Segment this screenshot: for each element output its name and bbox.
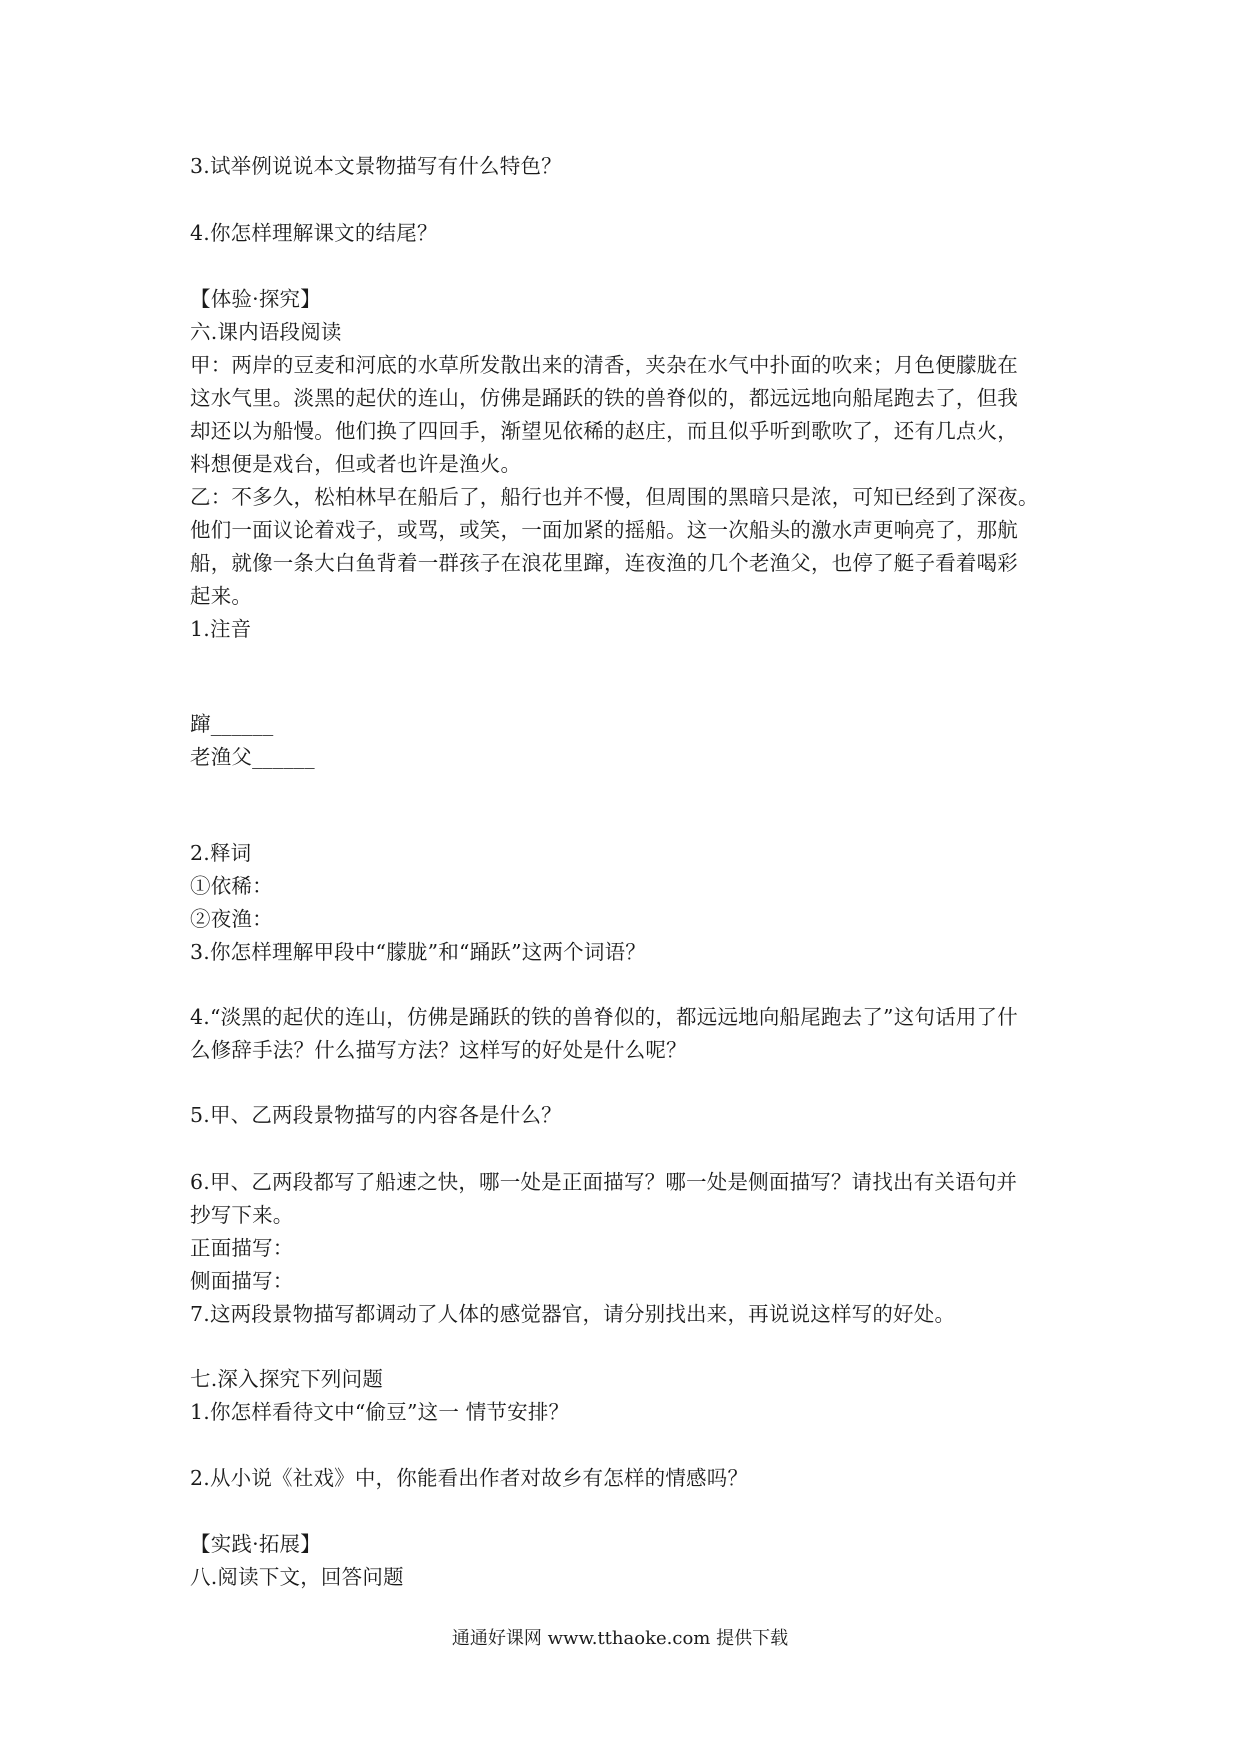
section-seven-title: 七.深入探究下列问题 — [190, 1367, 384, 1391]
passage-line: 起来。 — [190, 584, 253, 608]
definition-item: ①依稀： — [190, 874, 273, 898]
question-3: 3.试举例说说本文景物描写有什么特色？ — [190, 154, 562, 178]
question-4: 4.你怎样理解课文的结尾？ — [190, 221, 438, 245]
section-eight-title: 八.阅读下文，回答问题 — [190, 1565, 404, 1589]
sub-question-5: 5.甲、乙两段景物描写的内容各是什么？ — [190, 1103, 562, 1127]
sub-question-7: 7.这两段景物描写都调动了人体的感觉器官，请分别找出来，再说说这样写的好处。 — [190, 1302, 956, 1326]
passage-line: 这水气里。淡黑的起伏的连山，仿佛是踊跃的铁的兽脊似的，都远远地向船尾跑去了，但我 — [190, 386, 1018, 410]
sub-question-4: 4.“淡黑的起伏的连山，仿佛是踊跃的铁的兽脊似的，都远远地向船尾跑去了”这句话用了什 — [190, 1005, 1018, 1029]
definition-item: ②夜渔： — [190, 907, 273, 931]
answer-label-side: 侧面描写： — [190, 1269, 294, 1293]
page-footer: 通通好课网 www.tthaoke.com 提供下载 — [451, 1628, 789, 1649]
sub-question-2: 2.释词 — [190, 841, 252, 865]
sub-question-1: 1.注音 — [190, 617, 252, 641]
passage-line: 甲：两岸的豆麦和河底的水草所发散出来的清香，夹杂在水气中扑面的吹来；月色便朦胧在 — [190, 353, 1018, 377]
sub-question-3: 3.你怎样理解甲段中“朦胧”和“踊跃”这两个词语？ — [190, 940, 646, 964]
section-heading-experience: 【体验·探究】 — [190, 287, 321, 311]
sub-question-6: 6.甲、乙两段都写了船速之快，哪一处是正面描写？哪一处是侧面描写？请找出有关语句并 — [190, 1170, 1018, 1194]
answer-label-front: 正面描写： — [190, 1236, 294, 1260]
pinyin-blank: 老渔父______ — [190, 745, 315, 769]
passage-line: 却还以为船慢。他们换了四回手，渐望见依稀的赵庄，而且似乎听到歌吹了，还有几点火， — [190, 419, 1018, 443]
passage-line: 乙：不多久，松柏林早在船后了，船行也并不慢，但周围的黑暗只是浓，可知已经到了深夜。 — [190, 485, 1039, 509]
passage-line: 他们一面议论着戏子，或骂，或笑，一面加紧的摇船。这一次船头的激水声更响亮了，那航 — [190, 518, 1018, 542]
pinyin-blank: 蹿______ — [190, 712, 274, 736]
explore-question-1: 1.你怎样看待文中“偷豆”这一 情节安排？ — [190, 1400, 570, 1424]
sub-question-6-cont: 抄写下来。 — [190, 1203, 294, 1227]
passage-line: 料想便是戏台，但或者也许是渔火。 — [190, 452, 522, 476]
sub-question-4-cont: 么修辞手法？什么描写方法？这样写的好处是什么呢？ — [190, 1038, 687, 1062]
explore-question-2: 2.从小说《社戏》中，你能看出作者对故乡有怎样的情感吗？ — [190, 1466, 749, 1490]
section-six-title: 六.课内语段阅读 — [190, 320, 342, 344]
section-heading-practice: 【实践·拓展】 — [190, 1532, 321, 1556]
passage-line: 船，就像一条大白鱼背着一群孩子在浪花里蹿，连夜渔的几个老渔父，也停了艇子看着喝彩 — [190, 551, 1018, 575]
